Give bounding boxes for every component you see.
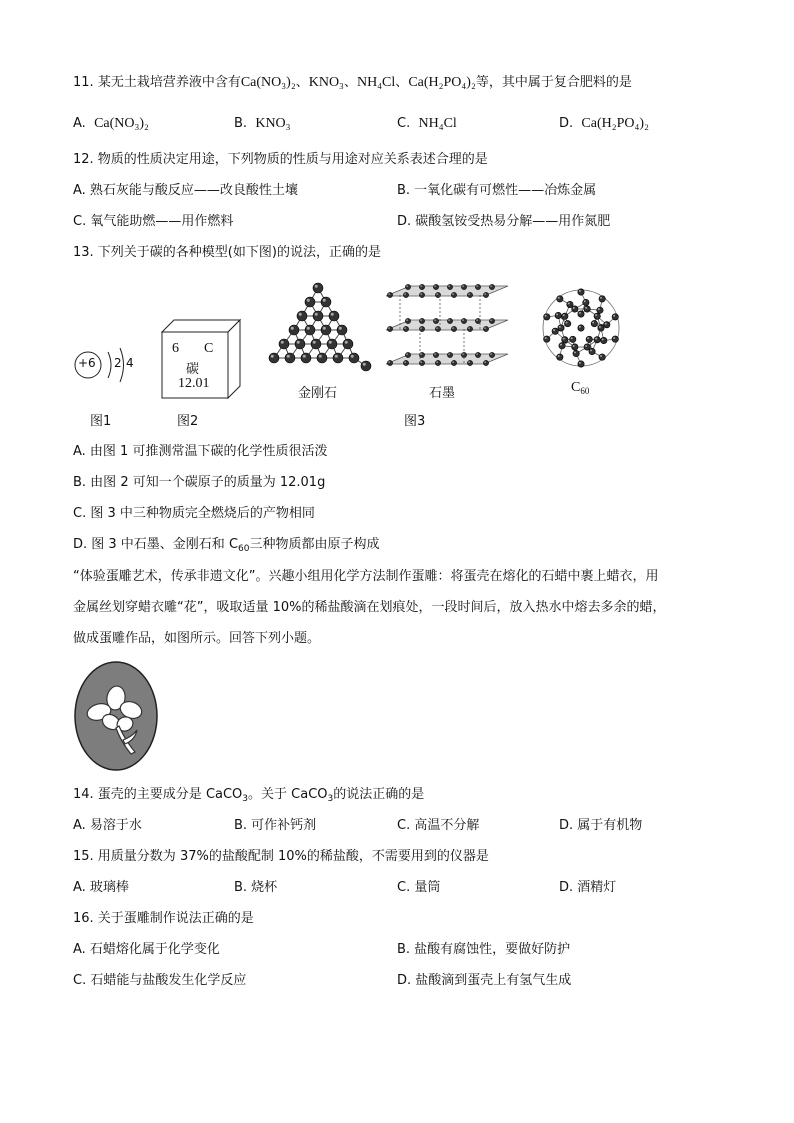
atom-ball (557, 354, 563, 360)
q11-formula-3: NH₄Cl (356, 75, 396, 90)
atom-ball (311, 339, 321, 349)
nucleus-charge: +6 (78, 356, 96, 370)
option-subscript: 60 (238, 544, 250, 554)
atom-ball (405, 352, 410, 357)
q14-option-d[interactable]: D. 属于有机物 (559, 818, 643, 833)
option-letter: B. (234, 116, 248, 131)
q13-option-b[interactable]: B. 由图 2 可知一个碳原子的质量为 12.01g (73, 475, 326, 490)
atom-ball (573, 350, 579, 356)
q12-option-d[interactable]: D. 碳酸氢铵受热易分解——用作氮肥 (397, 214, 611, 229)
atom-highlight (339, 327, 342, 330)
atom-highlight (556, 313, 558, 315)
atom-highlight (448, 285, 450, 287)
atom-highlight (476, 353, 478, 355)
atom-highlight (579, 312, 581, 314)
atom-ball (447, 352, 452, 357)
atom-highlight (271, 355, 274, 358)
atom-structure-diagram (70, 340, 140, 390)
atom-highlight (490, 285, 492, 287)
atom-ball (559, 343, 565, 349)
atom-ball (475, 284, 480, 289)
atom-highlight (345, 341, 348, 344)
atom-ball (343, 339, 353, 349)
atom-ball (578, 325, 584, 331)
c60-label (571, 380, 589, 396)
atom-ball (489, 318, 494, 323)
atom-ball (601, 337, 607, 343)
q14-option-b[interactable]: B. 可作补钙剂 (234, 818, 317, 833)
atom-ball (557, 296, 563, 302)
atom-highlight (436, 327, 438, 329)
atom-highlight (404, 293, 406, 295)
atom-ball (604, 322, 610, 328)
atom-highlight (559, 326, 561, 328)
atom-highlight (388, 327, 390, 329)
q15-option-b[interactable]: B. 烧杯 (234, 880, 278, 895)
atom-ball (285, 353, 295, 363)
atom-highlight (452, 361, 454, 363)
atom-ball (461, 284, 466, 289)
atom-ball (594, 337, 600, 343)
atom-highlight (434, 285, 436, 287)
atom-ball (578, 289, 584, 295)
q13-option-d[interactable] (73, 535, 380, 559)
atom-ball (405, 284, 410, 289)
atom-highlight (434, 353, 436, 355)
atom-ball (489, 352, 494, 357)
atom-ball (433, 352, 438, 357)
atom-highlight (281, 341, 284, 344)
q16-stem: 16. 关于蛋雕制作说法正确的是 (73, 911, 254, 926)
fig2-caption: 图2 (177, 414, 199, 429)
option-text: KNO₃ (255, 116, 291, 131)
atom-ball (594, 313, 600, 319)
q11-option-d[interactable] (559, 114, 649, 134)
fig3-caption: 图3 (404, 414, 426, 429)
atom-ball (297, 311, 307, 321)
q13-option-a[interactable]: A. 由图 1 可推测常温下碳的化学性质很活泼 (73, 444, 328, 459)
atom-ball (612, 314, 618, 320)
q15-stem: 15. 用质量分数为 37%的盐酸配制 10%的稀盐酸，不需要用到的仪器是 (73, 849, 489, 864)
atom-ball (289, 325, 299, 335)
atom-highlight (307, 299, 310, 302)
atom-ball (570, 336, 576, 342)
atom-ball (461, 318, 466, 323)
atom-highlight (462, 319, 464, 321)
atom-highlight (585, 345, 587, 347)
atom-highlight (315, 313, 318, 316)
atom-ball (467, 360, 472, 365)
q11-formula-2: KNO₃ (308, 75, 344, 90)
atom-ball (572, 344, 578, 350)
c60-letter: C (571, 380, 581, 395)
atom-highlight (388, 293, 390, 295)
atom-ball (544, 336, 550, 342)
intro-line-2: 金属丝划穿蜡衣雕“花”，吸取适量 10%的稀盐酸滴在划痕处，一段时间后，放入热水中熔去多余的蜡， (73, 600, 666, 615)
atom-highlight (448, 353, 450, 355)
option-letter: C. (397, 116, 411, 131)
atom-highlight (468, 361, 470, 363)
atom-ball (467, 326, 472, 331)
q15-option-a[interactable]: A. 玻璃棒 (73, 880, 129, 895)
atom-highlight (587, 337, 589, 339)
atom-ball (419, 292, 424, 297)
q11-option-c[interactable] (397, 114, 457, 134)
q11-option-b[interactable] (234, 114, 291, 134)
atom-ball (555, 312, 561, 318)
atom-ball (279, 339, 289, 349)
atom-highlight (406, 319, 408, 321)
atom-ball (475, 352, 480, 357)
atom-ball (447, 284, 452, 289)
atom-highlight (571, 337, 573, 339)
atom-highlight (313, 341, 316, 344)
atom-highlight (452, 327, 454, 329)
c60-model (536, 285, 626, 371)
atom-ball (433, 318, 438, 323)
q11-sep: 、 (295, 75, 309, 90)
atom-highlight (560, 344, 562, 346)
atom-ball (387, 360, 392, 365)
c60-subscript: 60 (580, 386, 590, 396)
atom-ball (433, 284, 438, 289)
stem-text: 14. 蛋壳的主要成分是 CaCO (73, 787, 243, 802)
atom-ball (598, 325, 604, 331)
option-letter: D. (559, 116, 574, 131)
atom-ball (599, 296, 605, 302)
atom-ball (387, 326, 392, 331)
q16-option-b[interactable]: B. 盐酸有腐蚀性，要做好防护 (397, 942, 571, 957)
atom-ball (451, 326, 456, 331)
atom-highlight (319, 355, 322, 358)
atom-highlight (579, 326, 581, 328)
atom-ball (578, 361, 584, 367)
atom-highlight (490, 353, 492, 355)
atom-highlight (579, 362, 581, 364)
atom-highlight (468, 293, 470, 295)
atom-highlight (598, 308, 600, 310)
atom-highlight (291, 327, 294, 330)
q13-stem: 13. 下列关于碳的各种模型(如下图)的说法，正确的是 (73, 245, 381, 260)
q11-option-a[interactable] (73, 114, 149, 134)
atom-highlight (574, 351, 576, 353)
shell-1-electrons: 2 (114, 356, 122, 370)
atom-highlight (484, 293, 486, 295)
atom-highlight (605, 323, 607, 325)
atom-highlight (434, 319, 436, 321)
atom-highlight (388, 361, 390, 363)
atom-highlight (363, 363, 366, 366)
atom-highlight (579, 290, 581, 292)
atomic-number: 6 (172, 341, 179, 356)
atom-highlight (573, 307, 575, 309)
atom-highlight (563, 338, 565, 340)
option-text: NH₄Cl (418, 116, 457, 131)
intro-line-3: 做成蛋雕作品，如图所示。回答下列小题。 (73, 631, 321, 646)
atom-ball (599, 354, 605, 360)
element-symbol: C (204, 341, 214, 356)
atom-highlight (436, 361, 438, 363)
atom-highlight (590, 349, 592, 351)
atom-ball (321, 297, 331, 307)
q11-number: 11. (73, 75, 94, 90)
atom-ball (612, 336, 618, 342)
q11-sep: 、 (343, 75, 357, 90)
option-text: D. 图 3 中石墨、金刚石和 C (73, 537, 239, 552)
atom-highlight (476, 285, 478, 287)
q16-option-c[interactable]: C. 石蜡能与盐酸发生化学反应 (73, 973, 247, 988)
intro-line-1: “体验蛋雕艺术，传承非遗文化”。兴趣小组用化学方法制作蛋雕：将蛋壳在熔化的石蜡中裹上蜡衣，用 (73, 569, 659, 584)
atom-ball (301, 353, 311, 363)
q11-sep: 、 (395, 75, 409, 90)
atom-highlight (595, 314, 597, 316)
atom-ball (483, 326, 488, 331)
atom-highlight (490, 319, 492, 321)
atom-highlight (484, 361, 486, 363)
q16-option-d[interactable]: D. 盐酸滴到蛋壳上有氢气生成 (397, 973, 572, 988)
atom-ball (562, 313, 568, 319)
q12-stem: 12. 物质的性质决定用途，下列物质的性质与用途对应关系表述合理的是 (73, 152, 488, 167)
atom-highlight (287, 355, 290, 358)
atom-highlight (476, 319, 478, 321)
atom-highlight (299, 313, 302, 316)
atom-ball (467, 292, 472, 297)
stem-subscript: 3 (327, 794, 334, 804)
atom-highlight (468, 327, 470, 329)
atom-highlight (315, 285, 318, 288)
atom-ball (313, 283, 323, 293)
atom-ball (435, 360, 440, 365)
atom-ball (403, 292, 408, 297)
atom-ball (583, 299, 589, 305)
atom-highlight (568, 302, 570, 304)
atom-highlight (406, 353, 408, 355)
atom-ball (584, 344, 590, 350)
q14-stem (73, 785, 424, 809)
atom-ball (578, 311, 584, 317)
atom-highlight (462, 285, 464, 287)
atom-highlight (323, 327, 326, 330)
atom-ball (597, 307, 603, 313)
atom-ball (317, 353, 327, 363)
atom-ball (403, 326, 408, 331)
q12-option-b[interactable]: B. 一氧化碳有可燃性——冶炼金属 (397, 183, 597, 198)
option-text: 三种物质都由原子构成 (249, 537, 380, 552)
q15-option-c[interactable]: C. 量筒 (397, 880, 441, 895)
atom-ball (451, 360, 456, 365)
atom-highlight (558, 297, 560, 299)
atom-ball (586, 336, 592, 342)
atom-highlight (420, 293, 422, 295)
atom-highlight (584, 300, 586, 302)
atom-ball (584, 306, 590, 312)
atom-highlight (599, 326, 601, 328)
atom-highlight (335, 355, 338, 358)
atomic-mass: 12.01 (178, 376, 210, 391)
q11-stem-text-a: 某无土栽培营养液中含有 (97, 75, 241, 90)
q11-formula-1: Ca(NO₃)₂ (240, 75, 296, 90)
atom-highlight (545, 337, 547, 339)
atom-highlight (484, 327, 486, 329)
fig1-caption: 图1 (90, 414, 112, 429)
atom-highlight (600, 355, 602, 357)
atom-highlight (558, 355, 560, 357)
stem-subscript: 3 (242, 794, 249, 804)
atom-ball (562, 337, 568, 343)
q11-stem (73, 73, 632, 93)
q14-option-c[interactable]: C. 高温不分解 (397, 818, 480, 833)
atom-ball (305, 297, 315, 307)
atom-highlight (566, 322, 568, 324)
egg-carving-image (73, 660, 159, 772)
atom-highlight (448, 319, 450, 321)
atom-highlight (323, 299, 326, 302)
atom-highlight (420, 327, 422, 329)
graphite-label: 石墨 (429, 386, 456, 401)
atom-highlight (613, 315, 615, 317)
stem-text: 的说法正确的是 (333, 787, 425, 802)
atom-ball (295, 339, 305, 349)
atom-highlight (329, 341, 332, 344)
atom-ball (321, 325, 331, 335)
atom-highlight (573, 345, 575, 347)
element-name: 碳 (186, 362, 200, 377)
atom-ball (489, 284, 494, 289)
atom-ball (329, 311, 339, 321)
shell-2-electrons: 4 (126, 356, 134, 370)
atom-ball (349, 353, 359, 363)
q13-option-c[interactable]: C. 图 3 中三种物质完全燃烧后的产物相同 (73, 506, 315, 521)
graphite-model (380, 280, 514, 380)
atom-ball (333, 353, 343, 363)
atom-highlight (592, 322, 594, 324)
atom-highlight (563, 314, 565, 316)
q11-stem-text-b: 等，其中属于复合肥料的是 (475, 75, 632, 90)
q12-option-c[interactable]: C. 氧气能助燃——用作燃料 (73, 214, 234, 229)
atom-ball (387, 292, 392, 297)
atom-highlight (545, 315, 547, 317)
atom-highlight (297, 341, 300, 344)
atom-highlight (303, 355, 306, 358)
atom-highlight (351, 355, 354, 358)
atom-highlight (420, 319, 422, 321)
atom-ball (327, 339, 337, 349)
atom-ball (313, 311, 323, 321)
atom-ball (419, 284, 424, 289)
atom-highlight (420, 353, 422, 355)
atom-ball (558, 325, 564, 331)
atom-ball (305, 325, 315, 335)
atom-highlight (595, 338, 597, 340)
atom-ball (572, 306, 578, 312)
atom-ball (419, 318, 424, 323)
diamond-model (262, 282, 374, 378)
atom-ball (403, 360, 408, 365)
atom-ball (544, 314, 550, 320)
q11-formula-4: Ca(H₂PO₄)₂ (408, 75, 476, 90)
option-letter: A. (73, 116, 86, 131)
atom-highlight (331, 313, 334, 316)
q15-option-d[interactable]: D. 酒精灯 (559, 880, 617, 895)
atom-highlight (406, 285, 408, 287)
q16-option-a[interactable]: A. 石蜡熔化属于化学变化 (73, 942, 220, 957)
atom-highlight (404, 361, 406, 363)
atom-highlight (600, 297, 602, 299)
atom-highlight (436, 293, 438, 295)
atom-ball (447, 318, 452, 323)
option-text: Ca(NO₃)₂ (94, 116, 149, 131)
option-text: Ca(H₂PO₄)₂ (581, 116, 649, 131)
atom-highlight (585, 307, 587, 309)
atom-highlight (420, 361, 422, 363)
atom-highlight (553, 329, 555, 331)
periodic-cell-diagram (160, 318, 242, 400)
atom-ball (552, 328, 558, 334)
atom-highlight (404, 327, 406, 329)
diamond-label: 金刚石 (298, 386, 338, 401)
atom-highlight (420, 285, 422, 287)
atom-ball (483, 360, 488, 365)
atom-ball (337, 325, 347, 335)
stem-text: 。关于 CaCO (248, 787, 328, 802)
q12-option-a[interactable]: A. 熟石灰能与酸反应——改良酸性土壤 (73, 183, 298, 198)
atom-ball (564, 320, 570, 326)
atom-ball (591, 320, 597, 326)
atom-ball (483, 292, 488, 297)
atom-ball (405, 318, 410, 323)
atom-ball (269, 353, 279, 363)
atom-highlight (602, 338, 604, 340)
atom-highlight (307, 327, 310, 330)
q14-option-a[interactable]: A. 易溶于水 (73, 818, 142, 833)
atom-ball (361, 361, 371, 371)
atom-highlight (613, 337, 615, 339)
atom-highlight (452, 293, 454, 295)
atom-ball (451, 292, 456, 297)
